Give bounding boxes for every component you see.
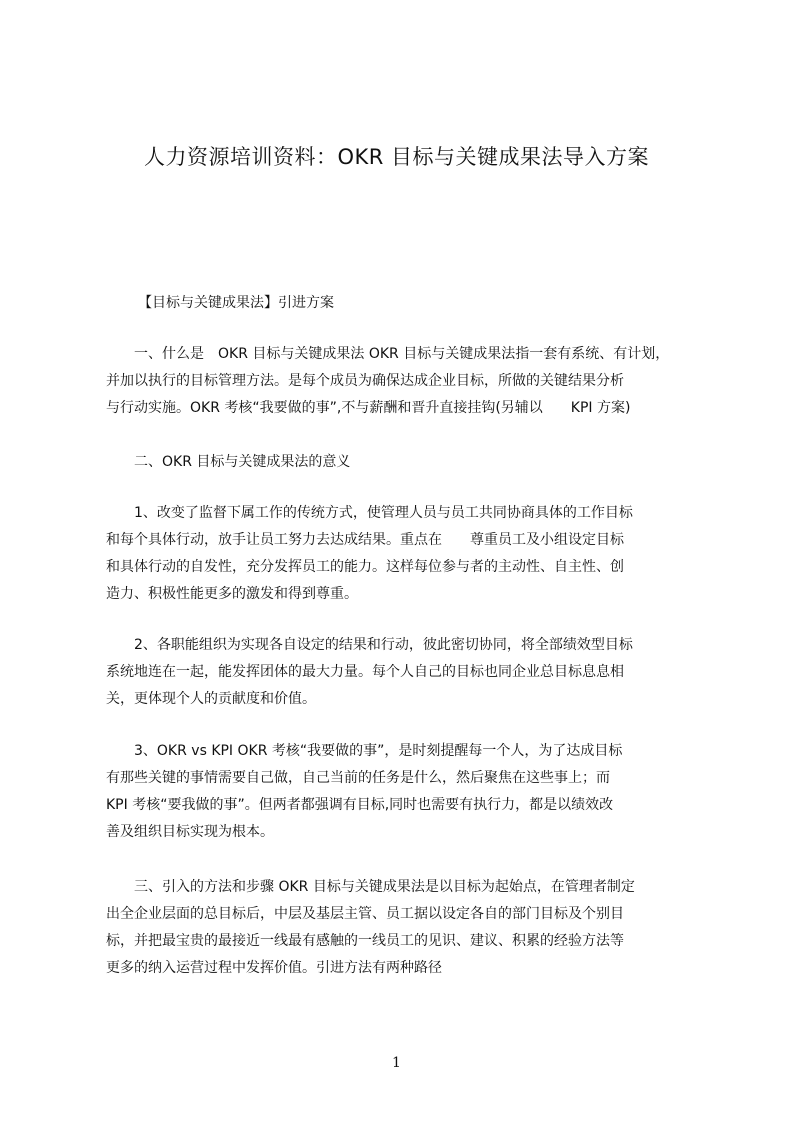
paragraph-what-is-okr — [106, 341, 706, 422]
paragraph-point-1 — [106, 500, 706, 608]
document-title: 人力资源培训资料：OKR 目标与关键成果法导入方案 — [143, 145, 650, 169]
text-line: 并加以执行的目标管理方法。是每个成员为确保达成企业目标，所做的关键结果分析 — [106, 373, 624, 389]
text-line: 一、什么是 OKR 目标与关键成果法 OKR 目标与关键成果法指一套有系统、有计划， — [106, 346, 670, 362]
text-line: 善及组织目标实现为根本。 — [106, 824, 274, 840]
text-line: 2、各职能组织为实现各自设定的结果和行动，彼此密切协同，将全部绩效型目标 — [106, 637, 633, 653]
text-line: 出全企业层面的总目标后，中层及基层主管、员工据以设定各自的部门目标及个别目 — [106, 906, 624, 922]
text-line: 3、OKR vs KPI OKR 考核“我要做的事”，是时刻提醒每一个人，为了达成目标 — [106, 743, 623, 759]
text-line: 二、OKR 目标与关键成果法的意义 — [106, 454, 351, 470]
text-line: 有那些关键的事情需要自己做，自己当前的任务是什么，然后聚焦在这些事上；而 — [106, 770, 610, 786]
page-number: 1 — [392, 1055, 401, 1071]
text-line: 造力、积极性能更多的激发和得到尊重。 — [106, 586, 358, 602]
paragraph-point-2 — [106, 632, 706, 713]
text-line: 更多的纳入运营过程中发挥价值。引进方法有两种路径 — [106, 960, 442, 976]
text-line: 系统地连在一起，能发挥团体的最大力量。每个人自己的目标也同企业总目标息息相 — [106, 664, 624, 680]
paragraph-point-3 — [106, 738, 706, 846]
text-line: 1、改变了监督下属工作的传统方式，使管理人员与员工共同协商具体的工作目标 — [106, 505, 633, 521]
text-line: 和具体行动的自发性，充分发挥员工的能力。这样每位参与者的主动性、自主性、创 — [106, 559, 624, 575]
text-line: 关，更体现个人的贡献度和价值。 — [106, 691, 316, 707]
text-line: 三、引入的方法和步骤 OKR 目标与关键成果法是以目标为起始点，在管理者制定 — [106, 879, 635, 895]
text-line: 与行动实施。OKR 考核“我要做的事”,不与薪酬和晋升直接挂钩(另辅以 KPI 方案) — [106, 400, 631, 416]
section-heading: 【目标与关键成果法】引进方案 — [138, 295, 334, 311]
paragraph-methods-steps — [106, 874, 706, 982]
text-line: KPI 考核“要我做的事”。但两者都强调有目标,同时也需要有执行力，都是以绩效改 — [106, 797, 614, 813]
text-line: 和每个具体行动，放手让员工努力去达成结果。重点在 尊重员工及小组设定目标 — [106, 532, 624, 548]
paragraph-significance-heading — [106, 449, 706, 476]
text-line: 标，并把最宝贵的最接近一线最有感触的一线员工的见识、建议、积累的经验方法等 — [106, 933, 624, 949]
